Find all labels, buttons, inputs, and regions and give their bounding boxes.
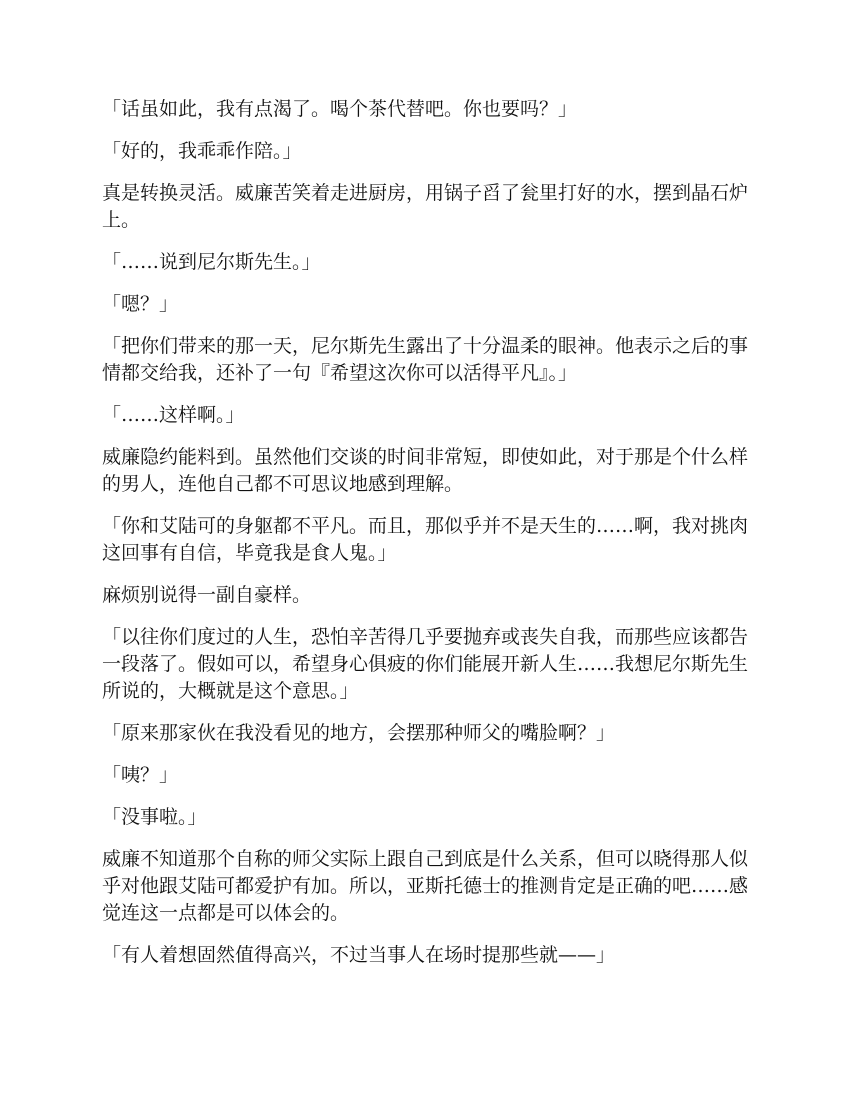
paragraph-dialogue: 「……说到尼尔斯先生。」	[102, 251, 321, 273]
paragraph-dialogue: 「……这样啊。」	[102, 404, 245, 426]
paragraph-dialogue: 「嗯？」	[102, 293, 179, 315]
paragraph-dialogue: 「没事啦。」	[102, 806, 207, 828]
body-text	[102, 96, 748, 984]
paragraph-narration: 麻烦别说得一副自豪样。	[102, 584, 312, 606]
paragraph-dialogue: 「把你们带来的那一天，尼尔斯先生露出了十分温柔的眼神。他表示之后的事情都交给我，还补了一句『希望这次你可以活得平凡』。」	[102, 335, 749, 384]
paragraph-narration: 真是转换灵活。威廉苦笑着走进厨房，用锅子舀了瓮里打好的水，摆到晶石炉上。	[102, 182, 749, 231]
paragraph-dialogue: 「话虽如此，我有点渴了。喝个茶代替吧。你也要吗？」	[102, 98, 578, 120]
paragraph-narration: 威廉隐约能料到。虽然他们交谈的时间非常短，即使如此，对于那是个什么样的男人，连他自己都不可思议地感到理解。	[102, 446, 749, 495]
paragraph-dialogue: 「有人着想固然值得高兴，不过当事人在场时提那些就——」	[102, 944, 616, 966]
paragraph-dialogue: 「好的，我乖乖作陪。」	[102, 140, 302, 162]
paragraph-dialogue: 「咦？」	[102, 764, 179, 786]
paragraph-narration: 威廉不知道那个自称的师父实际上跟自己到底是什么关系，但可以晓得那人似乎对他跟艾陆可都爱护有加。所以，亚斯托德士的推测肯定是正确的吧……感觉连这一点都是可以体会的。	[102, 848, 749, 924]
paragraph-dialogue: 「以往你们度过的人生，恐怕辛苦得几乎要抛弃或丧失自我，而那些应该都告一段落了。假如可以，希望身心俱疲的你们能展开新人生……我想尼尔斯先生所说的，大概就是这个意思。」	[102, 626, 749, 702]
paragraph-dialogue: 「原来那家伙在我没看见的地方，会摆那种师父的嘴脸啊？」	[102, 722, 616, 744]
paragraph-dialogue: 「你和艾陆可的身躯都不平凡。而且，那似乎并不是天生的……啊，我对挑肉这回事有自信，毕竟我是食人鬼。」	[102, 515, 749, 564]
